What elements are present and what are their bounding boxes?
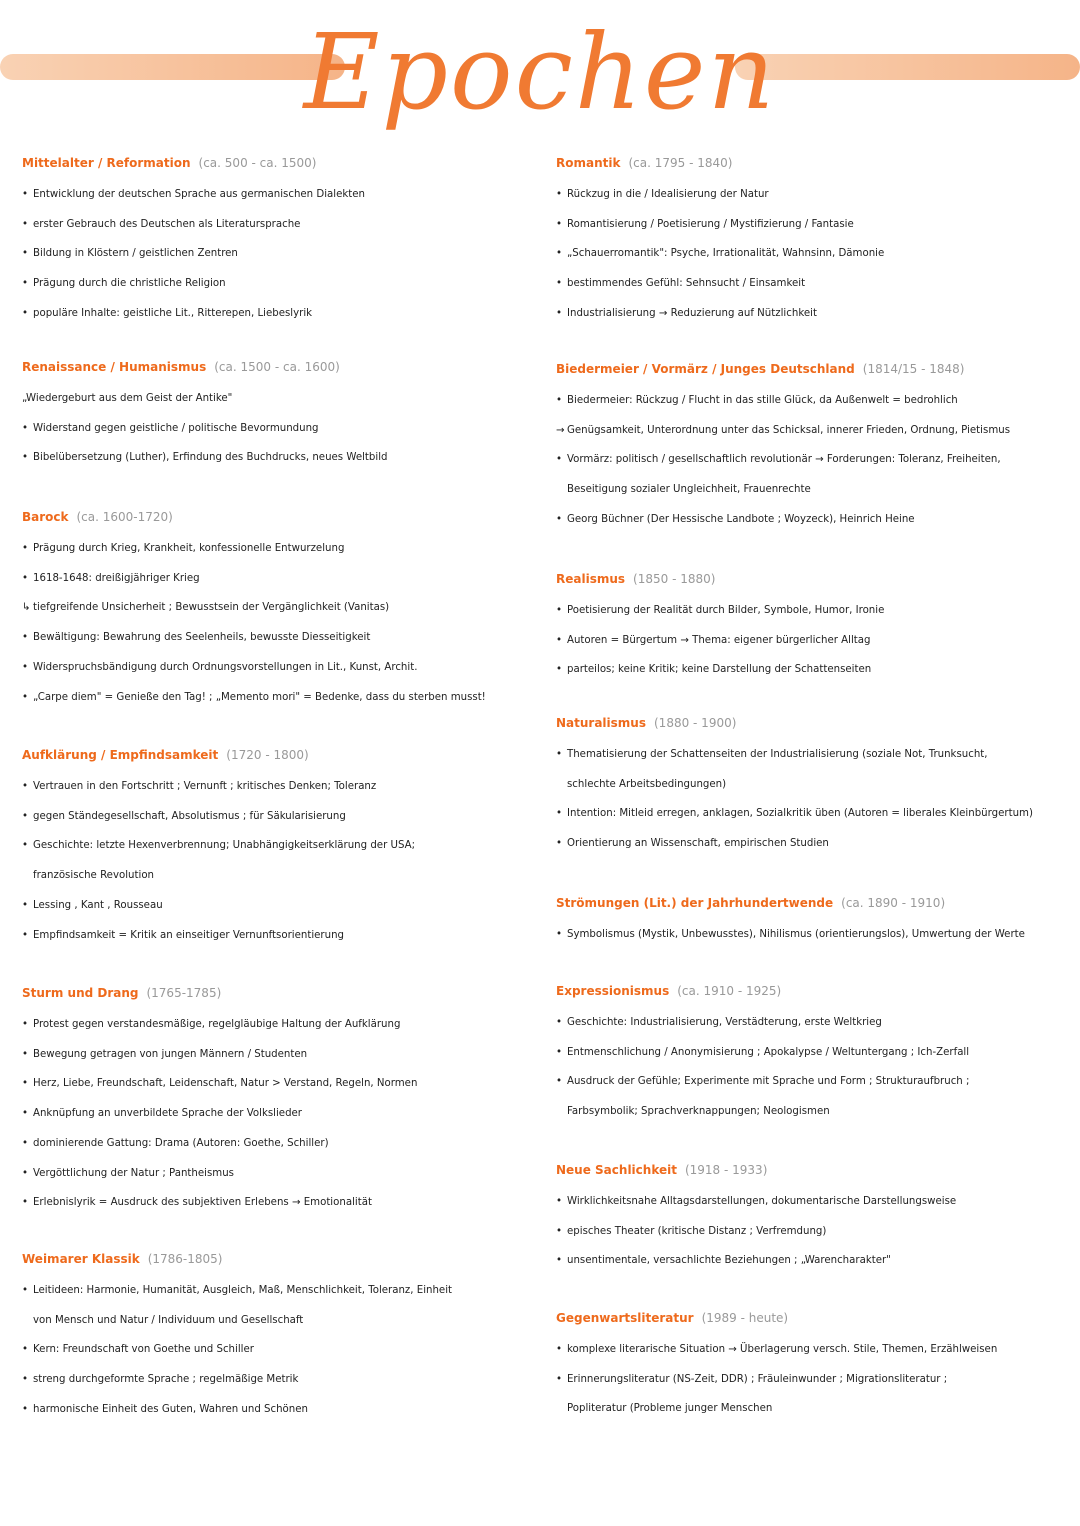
note-line (22, 921, 537, 951)
note-text: episches Theater (kritische Distanz ; Verfremdung) (567, 1225, 827, 1237)
note-text: Geschichte: letzte Hexenverbrennung; Unabhängigkeitserklärung der USA; (33, 840, 416, 852)
bullet-icon: • (22, 543, 29, 554)
note-text: Popliteratur (Probleme junger Menschen (567, 1403, 773, 1415)
epoch-range: (1850 - 1880) (633, 572, 716, 586)
bullet-icon: • (556, 664, 563, 676)
note-text: Vertrauen in den Fortschritt ; Vernunft ; kritisches Denken; Toleranz (33, 781, 377, 792)
note-line (556, 799, 1071, 829)
note-line (556, 1365, 1071, 1395)
note-text: „Wiedergeburt aus dem Geist der Antike" (22, 393, 233, 404)
epoch-range: (1814/15 - 1848) (862, 362, 965, 376)
note-text: „Carpe diem" = Genieße den Tag! ; „Memento mori" = Bedenke, dass du sterben musst! (33, 691, 486, 703)
note-text: Erlebnislyrik = Ausdruck des subjektiven Erlebens → Emotionalität (33, 1197, 372, 1209)
note-line (556, 210, 1071, 240)
note-line (556, 1008, 1071, 1038)
epoch-section-sturm-und-drang (22, 986, 537, 1218)
note-text: tiefgreifende Unsicherheit ; Bewusstsein der Vergänglichkeit (Vanitas) (33, 602, 390, 614)
bullet-icon: • (556, 1046, 563, 1058)
bullet-icon: • (22, 218, 29, 230)
note-line (22, 1188, 537, 1218)
epoch-notes (556, 596, 1071, 685)
epoch-notes (556, 386, 1071, 535)
bullet-icon: • (556, 929, 563, 940)
bullet-icon: • (556, 218, 563, 230)
note-text: Thematisierung der Schattenseiten der Industrialisierung (soziale Not, Trunksucht, (567, 749, 988, 760)
bullet-icon: • (22, 1374, 29, 1386)
bullet-icon: • (22, 1019, 29, 1030)
note-text: Poetisierung der Realität durch Bilder, Symbole, Humor, Ironie (567, 605, 885, 616)
note-line (22, 1040, 537, 1070)
note-text: Entwicklung der deutschen Sprache aus germanischen Dialekten (33, 189, 366, 200)
epoch-section-strömungen-lit-der-jahrhundertwende (556, 896, 1071, 950)
note-text: Entmenschlichung / Anonymisierung ; Apokalypse / Weltuntergang ; Ich-Zerfall (567, 1046, 970, 1058)
note-text: Herz, Liebe, Freundschaft, Leidenschaft, Natur > Verstand, Regeln, Normen (33, 1078, 418, 1090)
bullet-icon: • (556, 307, 563, 319)
note-text: Georg Büchner (Der Hessische Landbote ; Woyzeck), Heinrich Heine (567, 513, 915, 525)
bullet-icon: • (22, 307, 29, 319)
bullet-icon: • (556, 1196, 563, 1207)
bullet-icon: • (22, 810, 29, 822)
epoch-heading (22, 156, 537, 170)
note-text: Romantisierung / Poetisierung / Mystifizierung / Fantasie (567, 218, 854, 230)
epoch-heading (556, 984, 1071, 998)
epoch-heading (556, 1311, 1071, 1325)
note-text: schlechte Arbeitsbedingungen) (567, 778, 727, 790)
bullet-icon: • (556, 1076, 563, 1088)
bullet-icon: • (22, 840, 29, 852)
bullet-icon: • (556, 189, 563, 200)
note-text: Autoren = Bürgertum → Thema: eigener bürgerlicher Alltag (567, 634, 871, 646)
note-text: gegen Ständegesellschaft, Absolutismus ; für Säkularisierung (33, 810, 346, 822)
epoch-range: (ca. 500 - ca. 1500) (198, 156, 317, 170)
note-line (22, 891, 537, 921)
note-line (22, 239, 537, 269)
epoch-heading (556, 1163, 1071, 1177)
note-line (22, 299, 537, 329)
note-line (556, 386, 1071, 416)
note-line (556, 626, 1071, 656)
note-line (556, 920, 1071, 950)
epoch-name: Mittelalter / Reformation (22, 156, 191, 170)
note-line (22, 210, 537, 240)
note-text: Ausdruck der Gefühle; Experimente mit Sprache und Form ; Strukturaufbruch ; (567, 1076, 970, 1088)
note-line (22, 1276, 537, 1306)
note-text: Erinnerungsliteratur (NS-Zeit, DDR) ; Fräuleinwunder ; Migrationsliteratur ; (567, 1373, 948, 1385)
note-line (22, 653, 537, 683)
bullet-icon: • (22, 422, 29, 434)
note-text: erster Gebrauch des Deutschen als Literatursprache (33, 218, 301, 230)
note-text: streng durchgeformte Sprache ; regelmäßige Metrik (33, 1374, 299, 1386)
epoch-range: (1880 - 1900) (654, 716, 737, 730)
note-text: Lessing , Kant , Rousseau (33, 899, 163, 911)
bullet-icon: • (556, 278, 563, 290)
epoch-section-mittelalter-reformation (22, 156, 537, 329)
note-line (22, 802, 537, 832)
note-text: Widerspruchsbändigung durch Ordnungsvorstellungen in Lit., Kunst, Archit. (33, 661, 418, 673)
epoch-range: (ca. 1910 - 1925) (677, 984, 782, 998)
bullet-icon: • (22, 278, 29, 290)
note-line (22, 384, 537, 414)
note-line (22, 1099, 537, 1129)
epoch-name: Aufklärung / Empfindsamkeit (22, 748, 219, 762)
bullet-icon: • (22, 1197, 29, 1209)
epoch-section-biedermeier-vormärz-junges-deutschland (556, 362, 1071, 535)
epoch-notes (22, 384, 537, 473)
bullet-icon: • (22, 1285, 29, 1296)
epoch-section-neue-sachlichkeit (556, 1163, 1071, 1276)
note-line (22, 269, 537, 299)
epoch-notes (22, 1010, 537, 1218)
note-text: Kern: Freundschaft von Goethe und Schiller (33, 1344, 254, 1356)
epoch-notes (556, 1335, 1071, 1424)
bullet-icon: • (556, 808, 563, 820)
note-line (556, 1038, 1071, 1068)
epoch-name: Naturalismus (556, 716, 646, 730)
bullet-icon: • (22, 781, 29, 792)
note-text: Anknüpfung an unverbildete Sprache der Volkslieder (33, 1108, 302, 1120)
bullet-icon: • (556, 1255, 563, 1267)
note-text: Rückzug in die / Idealisierung der Natur (567, 189, 769, 200)
bullet-icon: ↳ (22, 602, 31, 614)
epoch-range: (1786-1805) (147, 1252, 223, 1266)
note-text: Industrialisierung → Reduzierung auf Nützlichkeit (567, 307, 817, 319)
note-line (22, 564, 537, 594)
note-line (22, 683, 537, 713)
epoch-range: (ca. 1500 - ca. 1600) (214, 360, 340, 374)
epoch-name: Realismus (556, 572, 626, 586)
note-line (556, 596, 1071, 626)
epoch-name: Renaissance / Humanismus (22, 360, 207, 374)
note-line (22, 831, 537, 861)
note-line (556, 1335, 1071, 1365)
epoch-name: Barock (22, 510, 69, 524)
epoch-heading (556, 156, 1071, 170)
note-text: Orientierung an Wissenschaft, empirischen Studien (567, 838, 829, 850)
note-text: bestimmendes Gefühl: Sehnsucht / Einsamkeit (567, 278, 806, 290)
note-line (556, 239, 1071, 269)
note-text: Vormärz: politisch / gesellschaftlich revolutionär → Forderungen: Toleranz, Freiheiten, (567, 454, 1001, 466)
note-line (22, 593, 537, 623)
epoch-notes (556, 180, 1071, 329)
epoch-notes (22, 180, 537, 329)
bullet-icon: • (556, 838, 563, 850)
bullet-icon: • (556, 605, 563, 616)
note-text: unsentimentale, versachlichte Beziehungen ; „Warencharakter" (567, 1255, 891, 1267)
note-line (556, 1097, 1071, 1127)
epoch-section-expressionismus (556, 984, 1071, 1127)
bullet-icon: • (22, 1344, 29, 1356)
bullet-icon: • (556, 634, 563, 646)
note-line (22, 623, 537, 653)
epoch-name: Expressionismus (556, 984, 670, 998)
note-text: Bildung in Klöstern / geistlichen Zentren (33, 248, 238, 260)
note-text: Bewegung getragen von jungen Männern / Studenten (33, 1048, 308, 1060)
epoch-range: (ca. 1890 - 1910) (841, 896, 946, 910)
note-text: französische Revolution (33, 870, 155, 882)
epoch-notes (556, 920, 1071, 950)
bullet-icon: • (22, 1137, 29, 1149)
bullet-icon: • (22, 899, 29, 911)
bullet-icon: • (22, 1048, 29, 1060)
bullet-icon: • (22, 248, 29, 260)
epoch-name: Neue Sachlichkeit (556, 1163, 677, 1177)
note-line (22, 534, 537, 564)
note-text: Protest gegen verstandesmäßige, regelgläubige Haltung der Aufklärung (33, 1019, 401, 1030)
epoch-section-gegenwartsliteratur (556, 1311, 1071, 1424)
epoch-heading (22, 1252, 537, 1266)
epoch-notes (22, 534, 537, 712)
note-text: Wirklichkeitsnahe Alltagsdarstellungen, dokumentarische Darstellungsweise (567, 1196, 957, 1207)
bullet-icon: • (556, 454, 563, 466)
note-line (22, 180, 537, 210)
note-line (22, 861, 537, 891)
bullet-icon: • (22, 189, 29, 200)
epoch-section-aufklärung-empfindsamkeit (22, 748, 537, 950)
bullet-icon: • (22, 929, 29, 941)
epoch-heading (556, 572, 1071, 586)
bullet-icon: • (556, 248, 563, 260)
bullet-icon: • (22, 632, 29, 644)
note-line (556, 1246, 1071, 1276)
bullet-icon: • (22, 661, 29, 673)
bullet-icon: • (22, 1167, 29, 1179)
note-text: harmonische Einheit des Guten, Wahren und Schönen (33, 1403, 308, 1415)
epoch-notes (556, 1187, 1071, 1276)
note-text: von Mensch und Natur / Individuum und Gesellschaft (33, 1314, 304, 1326)
note-line (22, 414, 537, 444)
epoch-range: (ca. 1795 - 1840) (628, 156, 733, 170)
note-text: Symbolismus (Mystik, Unbewusstes), Nihilismus (orientierungslos), Umwertung der Werte (567, 929, 1025, 940)
epoch-heading (22, 510, 537, 524)
note-line (556, 1394, 1071, 1424)
note-line (556, 1067, 1071, 1097)
bullet-icon: • (22, 572, 29, 584)
epoch-name: Strömungen (Lit.) der Jahrhundertwende (556, 896, 834, 910)
note-text: dominierende Gattung: Drama (Autoren: Goethe, Schiller) (33, 1137, 329, 1149)
note-line (22, 1069, 537, 1099)
note-text: Beseitigung sozialer Ungleichheit, Frauenrechte (567, 484, 811, 496)
note-line (556, 445, 1071, 475)
epoch-name: Biedermeier / Vormärz / Junges Deutschland (556, 362, 855, 376)
epoch-section-naturalismus (556, 716, 1071, 859)
note-line (556, 505, 1071, 535)
note-line (22, 1306, 537, 1336)
note-line (556, 770, 1071, 800)
bullet-icon: • (556, 1373, 563, 1385)
page-title: Epochen (303, 11, 777, 133)
epoch-heading (556, 716, 1071, 730)
epoch-heading (22, 986, 537, 1000)
bullet-icon: • (556, 749, 563, 760)
note-line (22, 1395, 537, 1425)
bullet-icon: • (22, 1078, 29, 1090)
epoch-section-realismus (556, 572, 1071, 685)
note-line (556, 416, 1071, 446)
note-text: Biedermeier: Rückzug / Flucht in das stille Glück, da Außenwelt = bedrohlich (567, 395, 958, 406)
note-line (556, 1217, 1071, 1247)
epoch-section-romantik (556, 156, 1071, 329)
epoch-notes (556, 740, 1071, 859)
note-text: Widerstand gegen geistliche / politische Bevormundung (33, 422, 319, 434)
bullet-icon: • (556, 513, 563, 525)
bullet-icon: • (556, 1344, 563, 1355)
note-text: Intention: Mitleid erregen, anklagen, Sozialkritik üben (Autoren = liberales Kleinbürgertum) (567, 808, 1033, 820)
epoch-heading (556, 896, 1071, 910)
note-text: Empfindsamkeit = Kritik an einseitiger Vernunftsorientierung (33, 929, 345, 941)
epoch-range: (1918 - 1933) (684, 1163, 768, 1177)
bullet-icon: • (22, 691, 29, 703)
note-text: Bibelübersetzung (Luther), Erfindung des Buchdrucks, neues Weltbild (33, 452, 388, 464)
epoch-name: Romantik (556, 156, 621, 170)
note-line (556, 269, 1071, 299)
note-text: „Schauerromantik": Psyche, Irrationalität, Wahnsinn, Dämonie (567, 248, 885, 260)
note-line (22, 1159, 537, 1189)
bullet-icon: • (22, 1403, 29, 1415)
note-line (556, 299, 1071, 329)
bullet-icon: → (556, 424, 565, 436)
note-line (556, 655, 1071, 685)
note-line (22, 1335, 537, 1365)
note-line (22, 443, 537, 473)
bullet-icon: • (22, 1108, 29, 1120)
epoch-range: (ca. 1600-1720) (76, 510, 173, 524)
note-line (22, 1365, 537, 1395)
note-text: populäre Inhalte: geistliche Lit., Ritterepen, Liebeslyrik (33, 307, 313, 319)
epoch-range: (1720 - 1800) (226, 748, 309, 762)
epoch-heading (22, 748, 537, 762)
note-text: 1618-1648: dreißigjähriger Krieg (33, 572, 200, 584)
note-line (556, 475, 1071, 505)
note-line (556, 180, 1071, 210)
note-text: Prägung durch Krieg, Krankheit, konfessionelle Entwurzelung (33, 543, 345, 554)
note-line (556, 1187, 1071, 1217)
epoch-notes (556, 1008, 1071, 1127)
bullet-icon: • (22, 452, 29, 464)
epoch-range: (1989 - heute) (701, 1311, 789, 1325)
note-line (556, 740, 1071, 770)
bullet-icon: • (556, 395, 563, 406)
epoch-name: Sturm und Drang (22, 986, 139, 1000)
epoch-name: Gegenwartsliteratur (556, 1311, 694, 1325)
epoch-range: (1765-1785) (146, 986, 222, 1000)
note-line (22, 1010, 537, 1040)
note-text: komplexe literarische Situation → Überlagerung versch. Stile, Themen, Erzählweisen (567, 1344, 998, 1355)
epoch-section-weimarer-klassik (22, 1252, 537, 1425)
note-line (22, 1129, 537, 1159)
epoch-name: Weimarer Klassik (22, 1252, 140, 1266)
note-line (22, 772, 537, 802)
note-text: Genügsamkeit, Unterordnung unter das Schicksal, innerer Frieden, Ordnung, Pietismus (567, 424, 1011, 436)
note-text: Vergöttlichung der Natur ; Pantheismus (33, 1167, 234, 1179)
note-line (556, 829, 1071, 859)
note-text: Geschichte: Industrialisierung, Verstädterung, erste Weltkrieg (567, 1017, 882, 1028)
note-text: Farbsymbolik; Sprachverknappungen; Neologismen (567, 1106, 830, 1118)
epoch-heading (22, 360, 537, 374)
bullet-icon: • (556, 1225, 563, 1237)
bullet-icon: • (556, 1017, 563, 1028)
note-text: Prägung durch die christliche Religion (33, 278, 226, 290)
epoch-notes (22, 1276, 537, 1425)
epoch-section-renaissance-humanismus (22, 360, 537, 473)
epoch-section-barock (22, 510, 537, 712)
note-text: Leitideen: Harmonie, Humanität, Ausgleich, Maß, Menschlichkeit, Toleranz, Einheit (33, 1285, 453, 1296)
epoch-notes (22, 772, 537, 950)
note-text: parteilos; keine Kritik; keine Darstellung der Schattenseiten (567, 664, 872, 676)
epoch-heading (556, 362, 1071, 376)
note-text: Bewältigung: Bewahrung des Seelenheils, bewusste Diesseitigkeit (33, 632, 371, 644)
